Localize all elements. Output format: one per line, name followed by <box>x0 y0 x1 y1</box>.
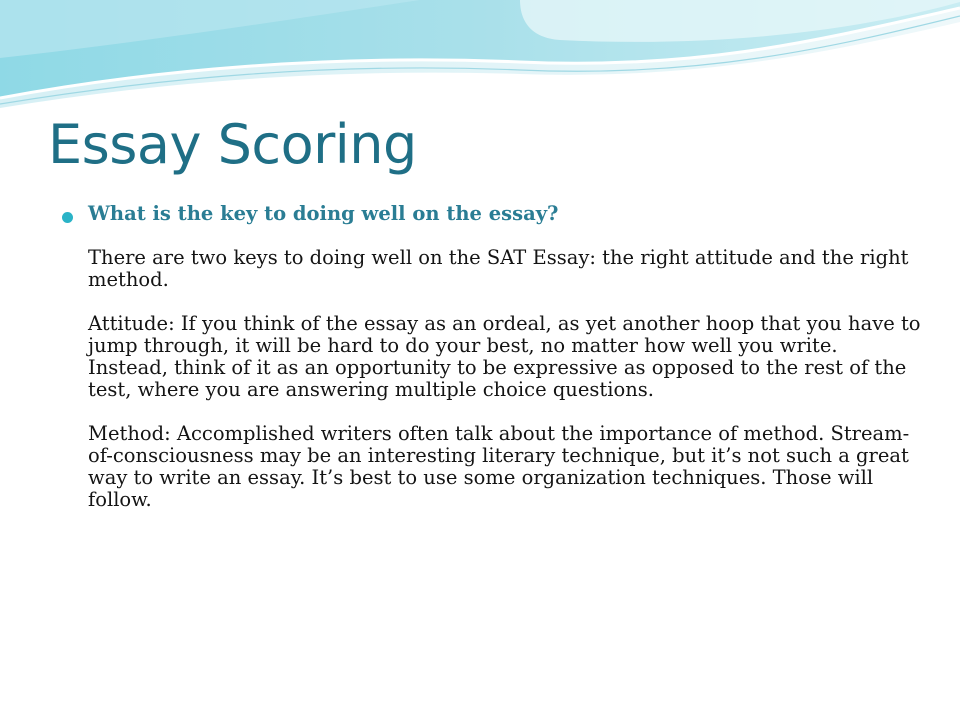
bullet-dot-icon <box>62 212 73 223</box>
slide-body <box>62 203 922 511</box>
paragraph-keys: There are two keys to doing well on the SAT Essay: the right attitude and the right method. <box>88 246 909 291</box>
paragraph-method: Method: Accomplished writers often talk about the importance of method. Stream-of-consciousness may be an interesting literary technique, but it’s not such a great way to write an essay. It’s best to use some organization techniques. Those will follow. <box>88 422 910 511</box>
bullet-question: What is the key to doing well on the essay? <box>88 202 559 225</box>
slide-title: Essay Scoring <box>48 113 417 176</box>
bullet-text <box>88 203 922 511</box>
wave-header-decoration <box>0 0 960 110</box>
bullet-item <box>62 203 922 511</box>
paragraph-attitude: Attitude: If you think of the essay as an ordeal, as yet another hoop that you have to jump through, it will be hard to do your best, no matter how well you write. Instead, think of it as an opportunity to be expressive as opposed to the rest of the test, where you are answering multiple choice questions. <box>88 312 921 401</box>
